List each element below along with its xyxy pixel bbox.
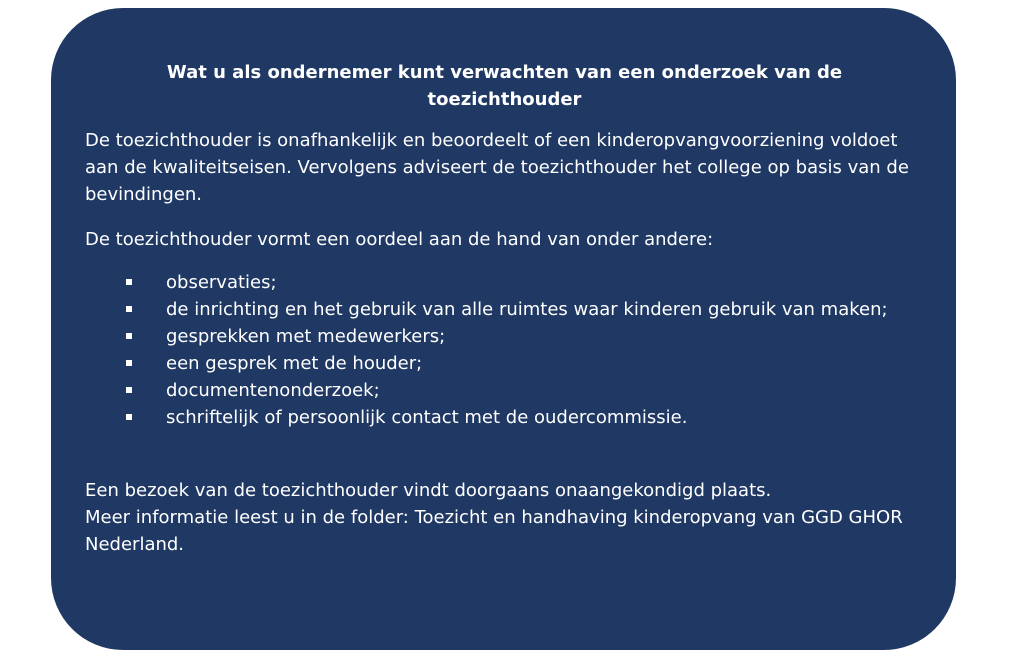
square-bullet-icon xyxy=(126,360,132,366)
square-bullet-icon xyxy=(126,279,132,285)
list-item xyxy=(85,350,924,377)
list-item xyxy=(85,377,924,404)
info-card xyxy=(51,8,956,650)
list-item-text: documentenonderzoek; xyxy=(166,380,380,401)
card-title: Wat u als ondernemer kunt verwachten van een onderzoek van de toezichthouder xyxy=(166,62,843,110)
list-item-text: een gesprek met de houder; xyxy=(166,353,423,374)
square-bullet-icon xyxy=(126,414,132,420)
list-item-text: gesprekken met medewerkers; xyxy=(166,326,446,347)
list-item xyxy=(85,296,924,323)
square-bullet-icon xyxy=(126,333,132,339)
square-bullet-icon xyxy=(126,387,132,393)
footer-text xyxy=(85,477,924,558)
more-info-note: Meer informatie leest u in de folder: Toezicht en handhaving kinderopvang van GGD GHOR Nederland. xyxy=(85,507,903,555)
list-item-text: de inrichting en het gebruik van alle ruimtes waar kinderen gebruik van maken; xyxy=(166,299,888,320)
lead-paragraph: De toezichthouder vormt een oordeel aan de hand van onder andere: xyxy=(85,229,714,250)
list-item-text: schriftelijk of persoonlijk contact met de oudercommissie. xyxy=(166,407,688,428)
list-item-text: observaties; xyxy=(166,272,277,293)
intro-paragraph: De toezichthouder is onafhankelijk en beoordeelt of een kinderopvangvoorziening voldoet aan de kwaliteitseisen. Vervolgens adviseert de toezichthouder het college op basis van de bevindingen. xyxy=(85,130,909,205)
list-item xyxy=(85,269,924,296)
list-item xyxy=(85,404,924,431)
visit-note: Een bezoek van de toezichthouder vindt doorgaans onaangekondigd plaats. xyxy=(85,480,772,501)
square-bullet-icon xyxy=(126,306,132,312)
criteria-list xyxy=(85,269,924,431)
list-item xyxy=(85,323,924,350)
